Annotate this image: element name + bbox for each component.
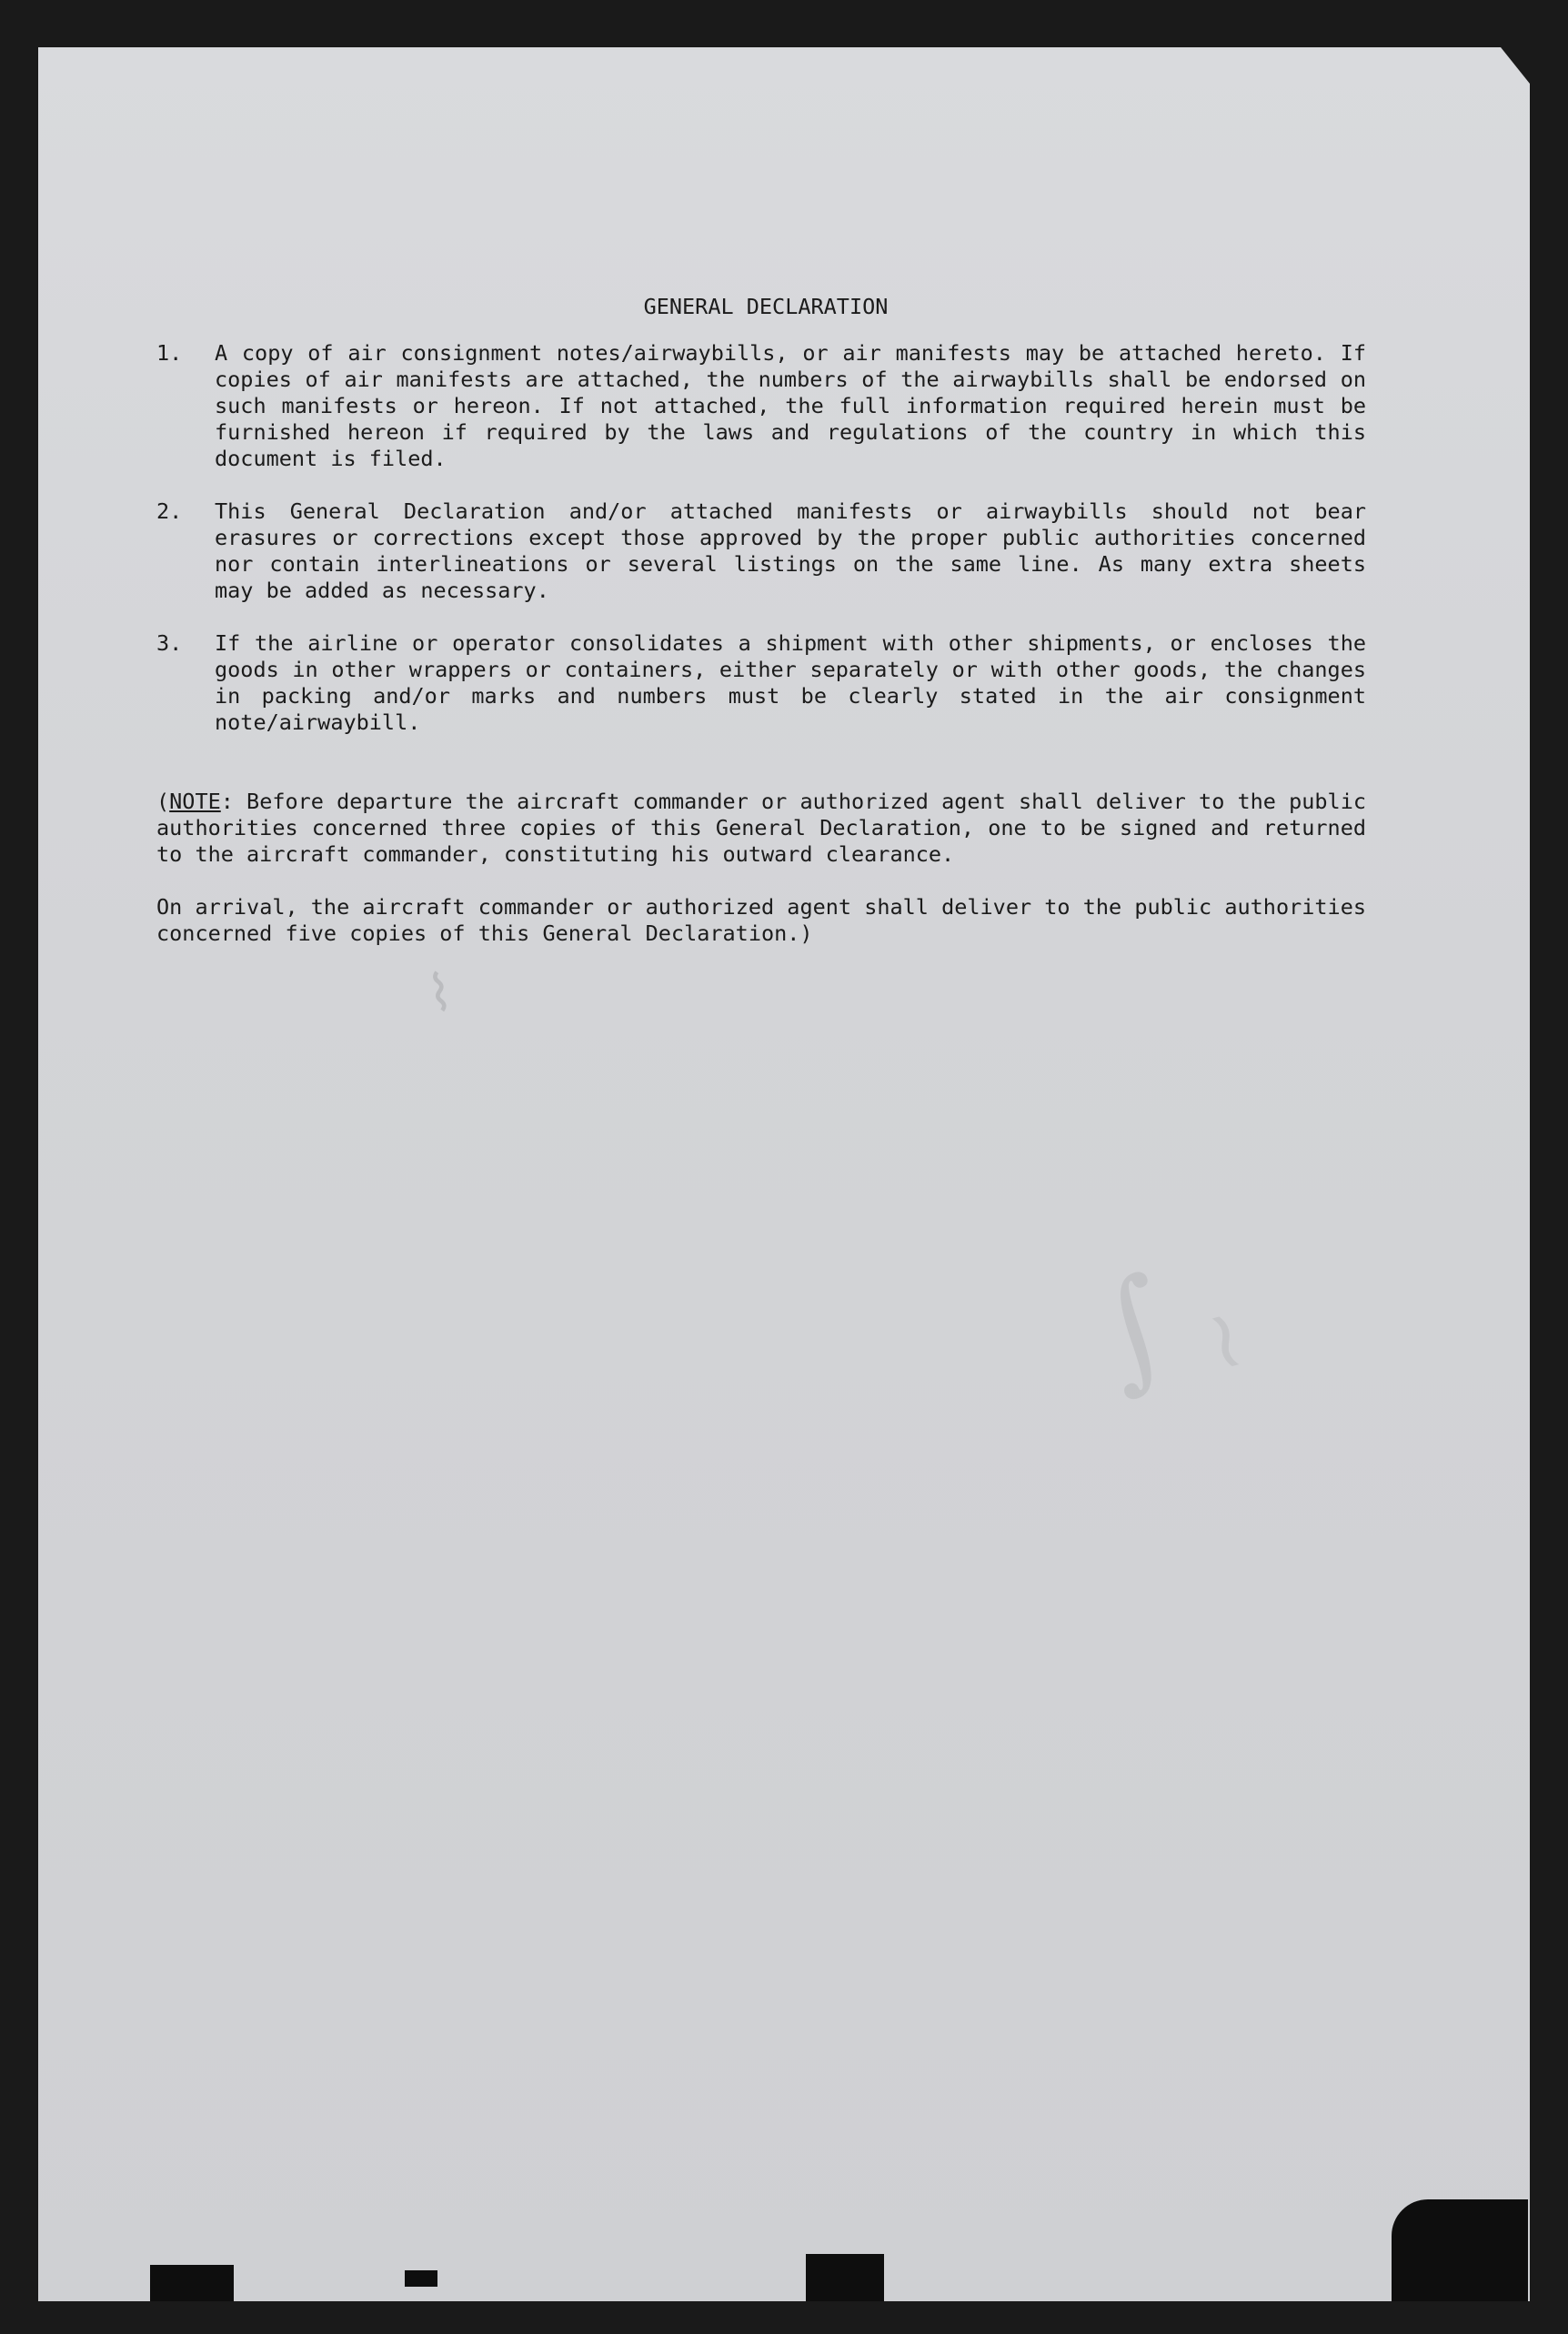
item-number: 1. — [156, 340, 183, 366]
scan-blot — [1392, 2199, 1528, 2301]
note-paragraph — [156, 789, 1366, 868]
bleed-through-mark: ⌇ — [423, 962, 457, 1025]
item-text: If the airline or operator consolidates a shipment with other shipments, or encloses the goods in other wrappers or containers, either separately or with other goods, the changes in packing and/or marks and numbers must be clearly stated in the air consignment note/airwaybill. — [215, 630, 1366, 735]
scan-blot — [806, 2254, 884, 2301]
note-open-paren: ( — [156, 789, 170, 814]
note-label: NOTE — [169, 789, 221, 814]
item-number: 2. — [156, 498, 183, 524]
item-number: 3. — [156, 630, 183, 656]
scan-blot — [150, 2265, 234, 2301]
document-title: GENERAL DECLARATION — [643, 294, 889, 319]
item-text: This General Declaration and/or attached manifests or airwaybills should not bear erasures or corrections except those approved by the proper public authorities concerned nor contain interlineations or several listings on the same line. As many extra sheets may be added as necessary. — [215, 498, 1366, 603]
note-text: Before departure the aircraft commander or authorized agent shall deliver to the public authorities concerned three copies of this General Declaration, one to be signed and returned to the aircraft commander, constituting his outward clearance. — [156, 789, 1366, 867]
scan-blot — [405, 2270, 437, 2287]
arrival-paragraph: On arrival, the aircraft commander or authorized agent shall deliver to the public authorities concerned five copies of this General Declaration.) — [156, 894, 1366, 946]
declaration-text — [156, 294, 1366, 973]
list-item — [156, 630, 1366, 736]
bleed-through-mark: ∫ — [1077, 1248, 1191, 1411]
note-colon: : — [220, 789, 234, 814]
list-item — [156, 498, 1366, 604]
list-item — [156, 340, 1366, 472]
bleed-through-mark: ≀ — [1197, 1289, 1252, 1390]
item-text: A copy of air consignment notes/airwaybills, or air manifests may be attached hereto. If copies of air manifests are attached, the numbers of the airwaybills shall be endorsed on such manifests or hereon. If not attached, the full information required herein must be furnished hereon if required by the laws and regulations of the country in which this document is filed. — [215, 340, 1366, 471]
